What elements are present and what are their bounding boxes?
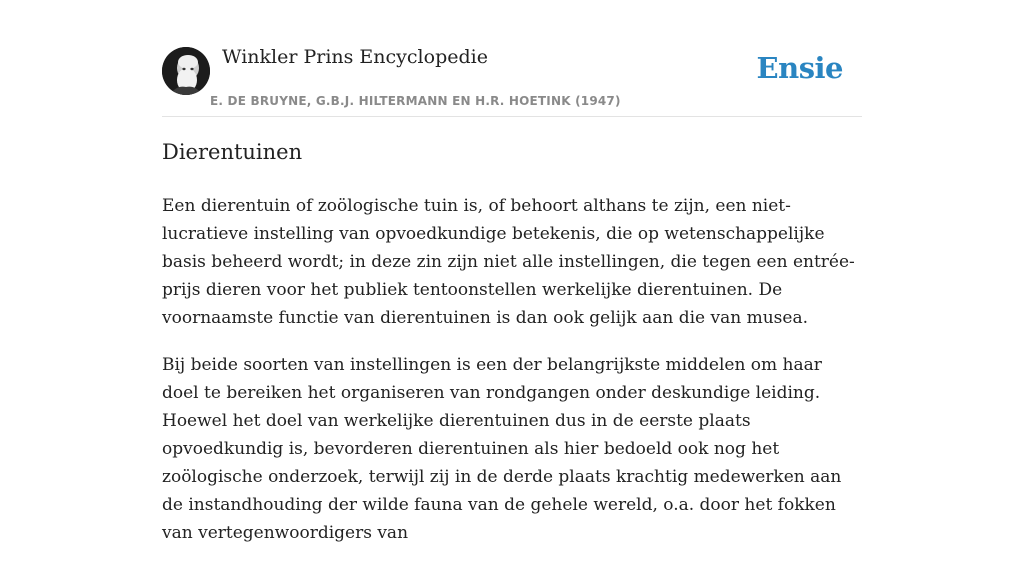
- article-paragraph: Een dierentuin of zoölogische tuin is, of behoort althans te zijn, een niet-lucratieve instelling van opvoedkundige betekenis, die op wetenschappelijke basis beheerd wordt; in deze zin zijn niet alle instellingen, die tegen een entrée-prijs dieren voor het publiek tentoonstellen werkelijke dierentuinen. De voornaamste functie van dierentuinen is dan ook gelijk aan die van musea.: [162, 196, 855, 328]
- ensie-logo[interactable]: Ensie: [756, 51, 843, 85]
- article-title: Dierentuinen: [162, 140, 303, 164]
- source-header: [162, 0, 862, 117]
- page: [162, 0, 862, 543]
- source-authors: E. DE BRUYNE, G.B.J. HILTERMANN EN H.R. HOETINK (1947): [210, 94, 621, 108]
- author-avatar[interactable]: [162, 47, 210, 95]
- article-body: [162, 192, 862, 566]
- source-title[interactable]: Winkler Prins Encyclopedie: [222, 46, 488, 68]
- article-paragraph: Bij beide soorten van instellingen is een der belangrijkste middelen om haar doel te bereiken het organiseren van rondgangen onder deskundige leiding. Hoewel het doel van werkelijke dierentuinen dus in de eerste plaats opvoedkundig is, bevorderen dierentuinen als hier bedoeld ook nog het zoölogische onderzoek, terwijl zij in de derde plaats krachtig medewerken aan de instandhouding der wilde fauna van de gehele wereld, o.a. door het fokken van vertegenwoordigers van: [162, 355, 842, 543]
- author-portrait-icon: [162, 47, 210, 95]
